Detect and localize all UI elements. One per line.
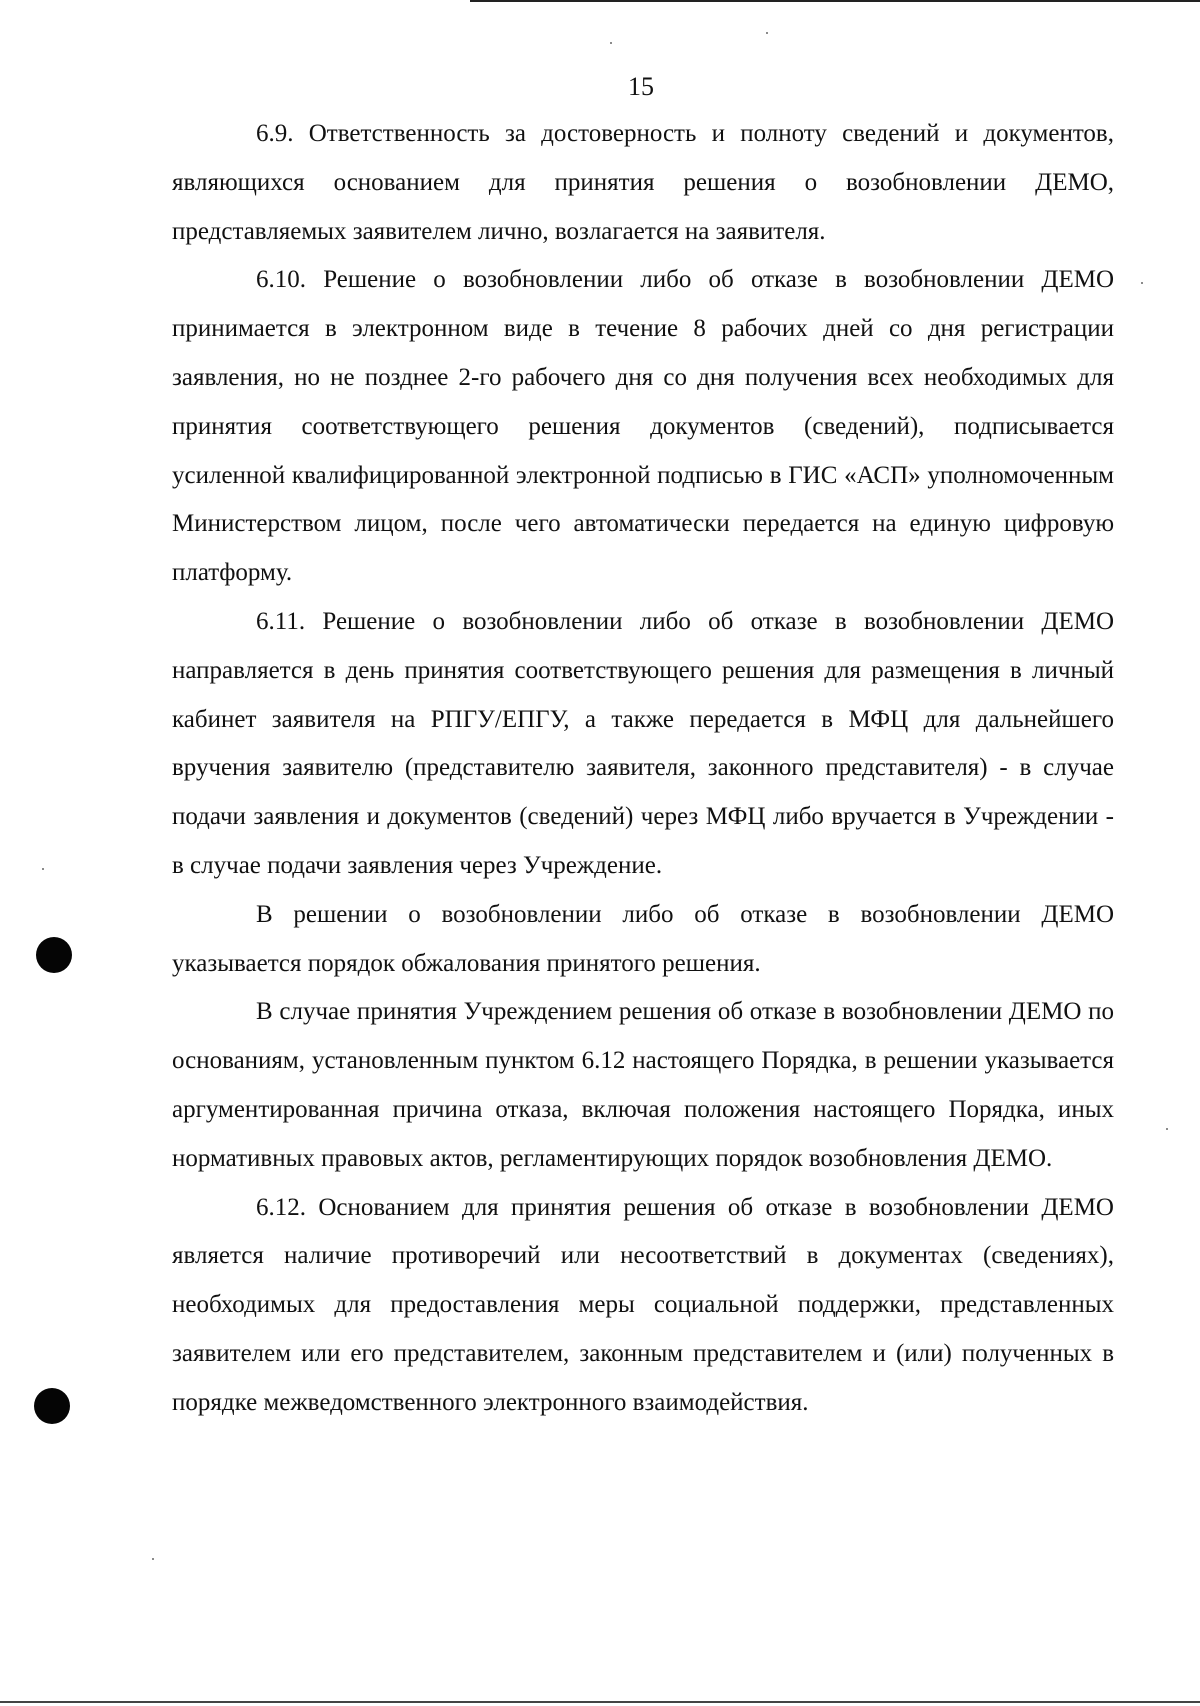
scan-speck [42, 868, 44, 870]
paragraph-6-11: 6.11. Решение о возобновлении либо об отказе в возобновлении ДЕМО направляется в день принятия соответствующего решения для размещения в личный кабинет заявителя на РПГУ/ЕПГУ, а также передается в МФЦ для дальнейшего вручения заявителю (представителю заявителя, законного представителя) - в случае подачи заявления и документов (сведений) через МФЦ либо вручается в Учреждении - в случае подачи заявления через Учреждение. [172, 607, 1114, 879]
scan-bottom-edge [0, 1701, 1200, 1703]
paragraph-6-10: 6.10. Решение о возобновлении либо об отказе в возобновлении ДЕМО принимается в электронном виде в течение 8 рабочих дней со дня регистрации заявления, но не позднее 2-го рабочего дня со дня получения всех необходимых для принятия соответствующего решения документов (сведений), подписывается усиленной квалифицированной электронной подписью в ГИС «АСП» уполномоченным Министерством лицом, после чего автоматически передается на единую цифровую платформу. [172, 266, 1114, 587]
paragraph-6-9: 6.9. Ответственность за достоверность и полноту сведений и документов, являющихся основанием для принятия решения о возобновлении ДЕМО, представляемых заявителем лично, возлагается на заявителя. [172, 120, 1114, 245]
scan-speck [766, 32, 768, 34]
scan-speck [152, 1558, 154, 1560]
paragraph-refusal-reasons: В случае принятия Учреждением решения об отказе в возобновлении ДЕМО по основаниям, установленным пунктом 6.12 настоящего Порядка, в решении указывается аргументированная причина отказа, включая положения настоящего Порядка, иных нормативных правовых актов, регламентирующих порядок возобновления ДЕМО. [172, 998, 1114, 1172]
paragraph-decision-appeal: В решении о возобновлении либо об отказе в возобновлении ДЕМО указывается порядок обжалования принятого решения. [172, 900, 1114, 977]
scan-speck [1166, 1128, 1168, 1130]
paragraph-6-12: 6.12. Основанием для принятия решения об отказе в возобновлении ДЕМО является наличие противоречий или несоответствий в документах (сведениях), необходимых для предоставления меры социальной поддержки, представленных заявителем или его представителем, законным представителем и (или) полученных в порядке межведомственного электронного взаимодействия. [172, 1193, 1114, 1416]
document-body [172, 110, 1114, 1428]
punch-hole-lower [34, 1388, 70, 1424]
scan-speck [1141, 282, 1143, 284]
punch-hole-upper [36, 937, 72, 973]
scan-speck [610, 42, 612, 44]
page-number: 15 [628, 72, 654, 101]
scan-top-edge [470, 0, 1200, 2]
